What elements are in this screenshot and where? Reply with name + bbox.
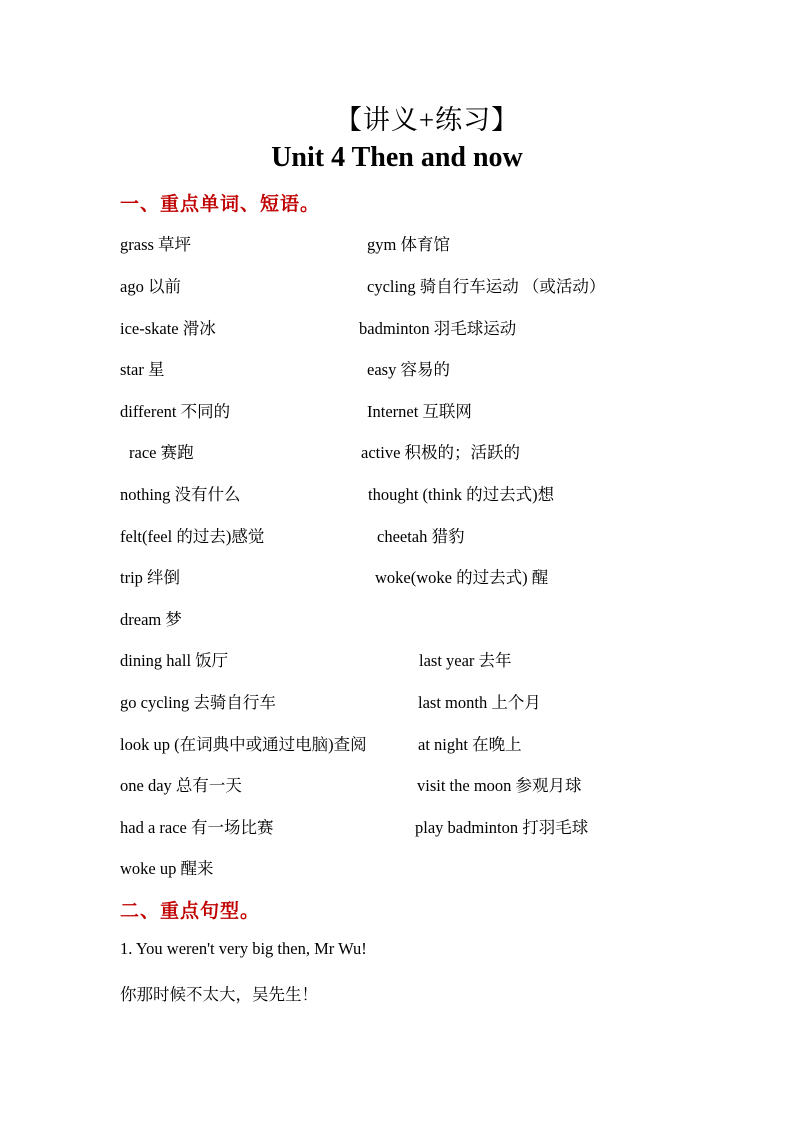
vocab-left: star 星 bbox=[120, 360, 165, 379]
vocab-right: easy 容易的 bbox=[367, 360, 450, 379]
vocab-right: active 积极的；活跃的 bbox=[361, 443, 521, 462]
vocab-row bbox=[0, 439, 794, 463]
vocab-left: go cycling 去骑自行车 bbox=[120, 693, 276, 712]
vocab-left: had a race 有一场比赛 bbox=[120, 818, 274, 837]
vocab-right: gym 体育馆 bbox=[367, 235, 450, 254]
vocab-left: felt(feel 的过去)感觉 bbox=[120, 527, 265, 546]
lecture-tag: 【讲义+练习】 bbox=[334, 105, 520, 135]
vocab-right: thought (think 的过去式)想 bbox=[368, 485, 555, 504]
vocab-left: look up (在词典中或通过电脑)查阅 bbox=[120, 735, 367, 754]
vocab-row bbox=[0, 523, 794, 547]
vocab-right: cycling 骑自行车运动 （或活动） bbox=[367, 277, 606, 296]
vocab-left: dining hall 饭厅 bbox=[120, 651, 229, 670]
vocab-row bbox=[0, 315, 794, 339]
vocab-row bbox=[0, 855, 794, 879]
sentences-section-heading: 二、重点句型。 bbox=[120, 901, 261, 922]
vocab-left: one day 总有一天 bbox=[120, 776, 242, 795]
vocab-right: Internet 互联网 bbox=[367, 402, 472, 421]
vocab-left: grass 草坪 bbox=[120, 235, 192, 254]
vocab-right: last month 上个月 bbox=[418, 693, 541, 712]
vocab-right: play badminton 打羽毛球 bbox=[415, 818, 589, 837]
vocab-left: woke up 醒来 bbox=[120, 859, 214, 878]
vocab-right: cheetah 猎豹 bbox=[377, 527, 465, 546]
vocab-right: at night 在晚上 bbox=[418, 735, 522, 754]
vocab-right: last year 去年 bbox=[419, 651, 512, 670]
vocab-left: ago 以前 bbox=[120, 277, 181, 296]
vocab-row bbox=[0, 689, 794, 713]
vocab-row bbox=[0, 564, 794, 588]
vocab-left: trip 绊倒 bbox=[120, 568, 181, 587]
vocab-row bbox=[0, 731, 794, 755]
vocab-left: race 赛跑 bbox=[129, 443, 194, 462]
vocab-left: different 不同的 bbox=[120, 402, 231, 421]
vocab-row bbox=[0, 231, 794, 255]
vocab-right: badminton 羽毛球运动 bbox=[359, 319, 517, 338]
vocab-row bbox=[0, 273, 794, 297]
vocab-row bbox=[0, 398, 794, 422]
vocab-right: visit the moon 参观月球 bbox=[417, 776, 582, 795]
vocab-row bbox=[0, 814, 794, 838]
vocab-left: dream 梦 bbox=[120, 610, 182, 629]
vocab-left: nothing 没有什么 bbox=[120, 485, 241, 504]
vocab-row bbox=[0, 356, 794, 380]
vocab-row bbox=[0, 606, 794, 630]
vocab-row bbox=[0, 772, 794, 796]
vocab-left: ice-skate 滑冰 bbox=[120, 319, 216, 338]
vocab-row bbox=[0, 481, 794, 505]
vocab-row bbox=[0, 647, 794, 671]
words-section-heading: 一、重点单词、短语。 bbox=[120, 194, 321, 215]
vocab-right: woke(woke 的过去式) 醒 bbox=[375, 568, 549, 587]
sentence-chinese: 你那时候不太大，吴先生！ bbox=[120, 985, 318, 1004]
sentence-english: 1. You weren't very big then, Mr Wu! bbox=[120, 939, 367, 958]
unit-title: Unit 4 Then and now bbox=[271, 142, 523, 173]
